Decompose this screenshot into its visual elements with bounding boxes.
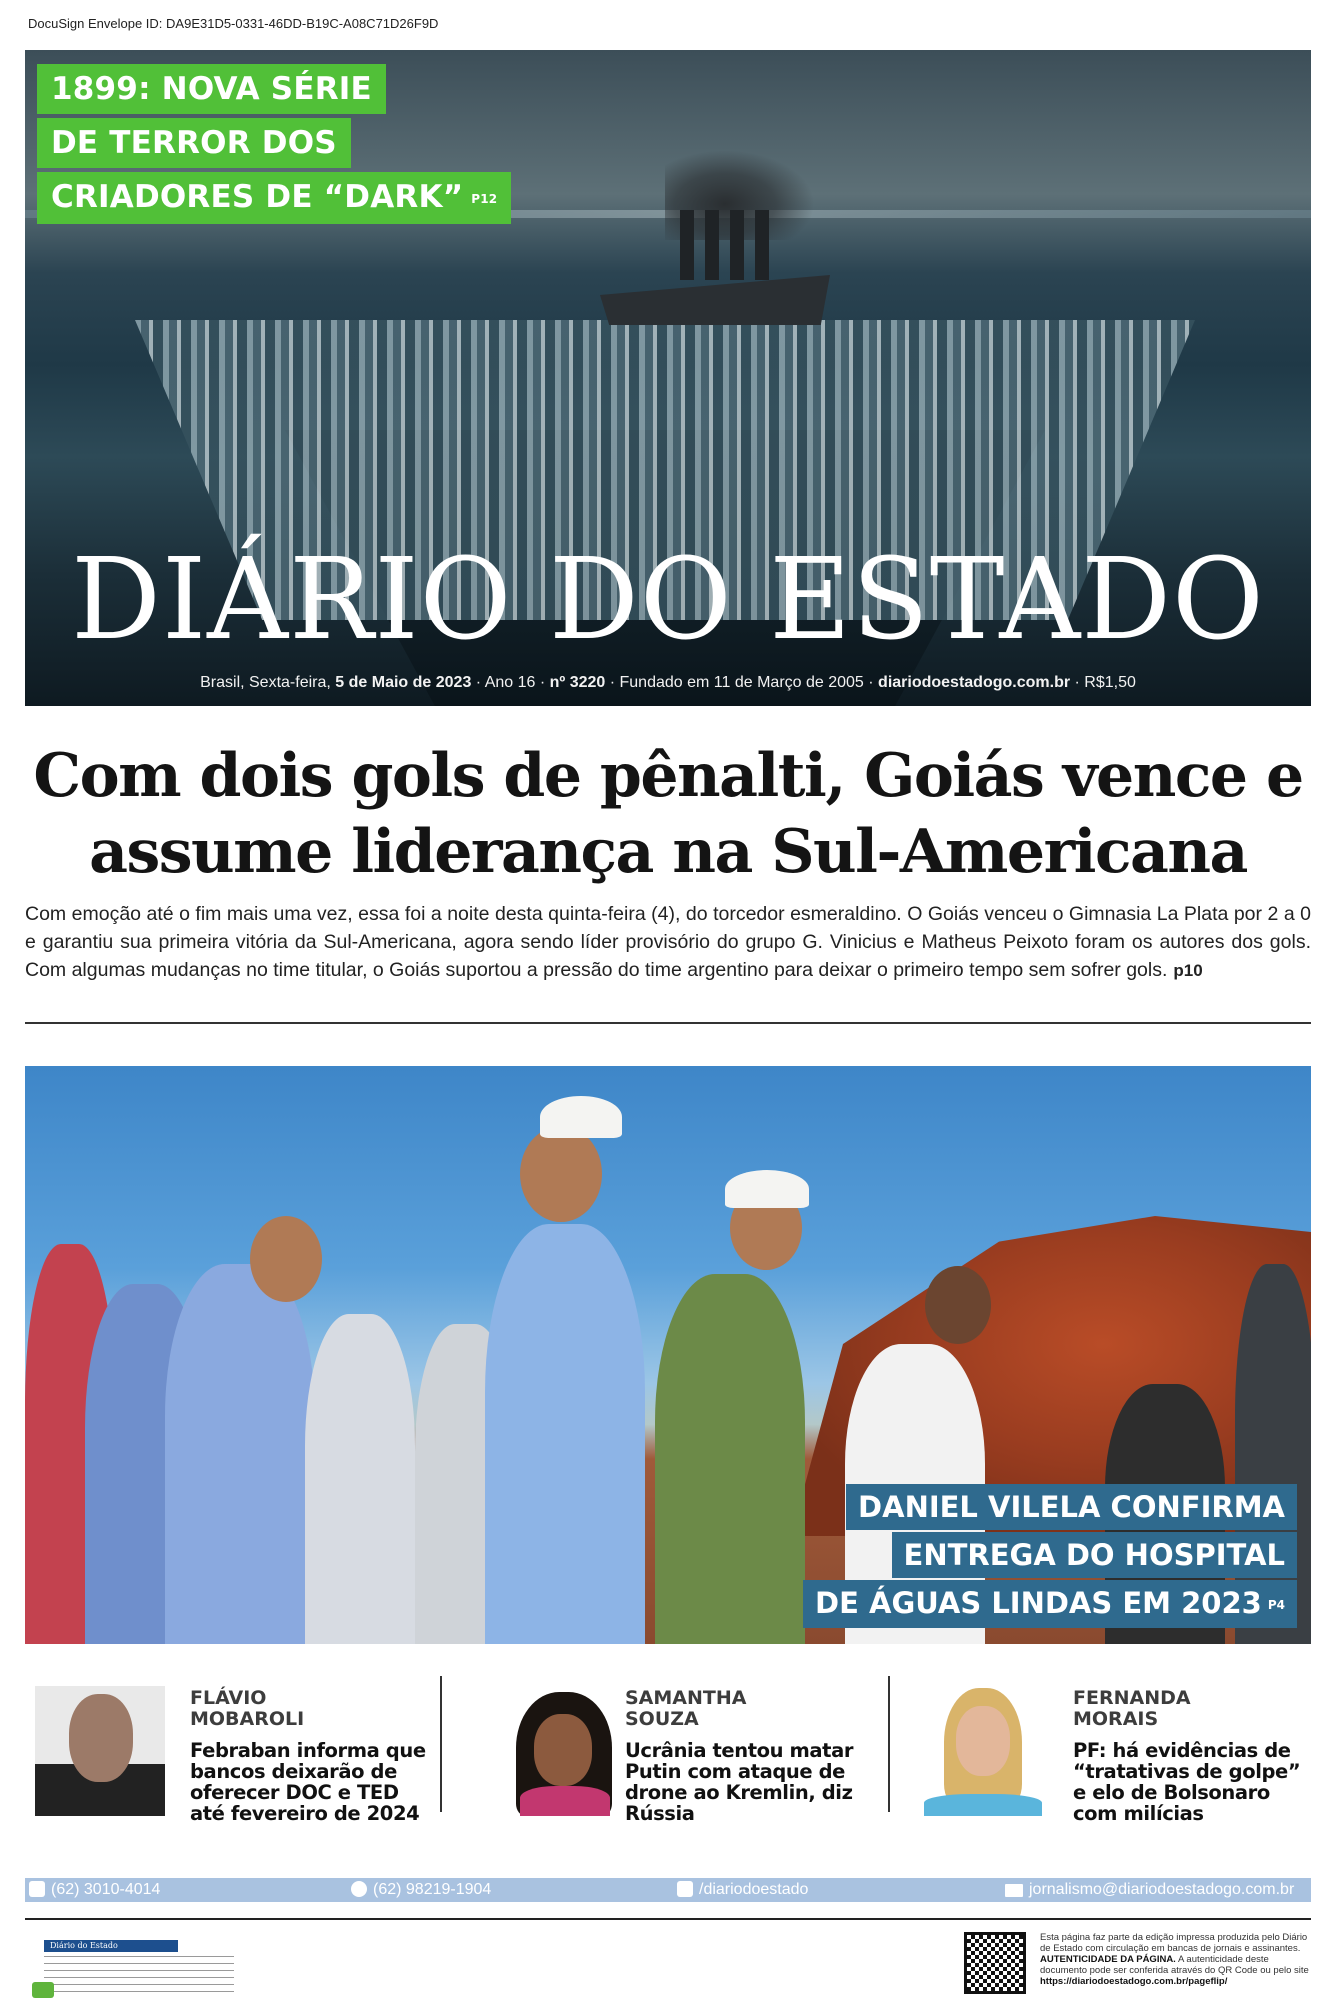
person-figure [655, 1274, 805, 1644]
auth-url[interactable]: https://diariodoestadogo.com.br/pageflip/ [1040, 1976, 1228, 1987]
icp-brasil-logo [32, 1982, 54, 1998]
columnist-fernanda[interactable] [918, 1676, 1308, 1825]
ship-funnel [705, 210, 719, 280]
person-head [250, 1216, 322, 1302]
photo-tag-page: P4 [1267, 1598, 1285, 1612]
masthead-title: DIÁRIO DO ESTADO [71, 535, 1265, 665]
columnist-name: FLÁVIO MOBAROLI [190, 1687, 305, 1730]
lead-headline[interactable] [25, 738, 1311, 890]
lead-headline-line-1: Com dois gols de pênalti, Goiás vence e [33, 741, 1303, 811]
ship-funnel [680, 210, 694, 280]
series-tag-line-1[interactable]: 1899: NOVA SÉRIE [37, 64, 386, 114]
avatar [918, 1686, 1048, 1816]
dateline-year: · Ano 16 · [475, 674, 546, 691]
auth-text: Esta página faz parte da edição impressa produzida pelo Diário de Estado com circulação em bancas de jornais e assinantes. [1040, 1932, 1308, 1954]
lead-lede [25, 900, 1311, 985]
ship-funnel [730, 210, 744, 280]
photo-tag-text: DE ÁGUAS LINDAS EM 2023 [815, 1586, 1262, 1620]
contact-email[interactable]: jornalismo@diariodoestadogo.com.br [1005, 1878, 1294, 1902]
photo-story-image [25, 1066, 1311, 1644]
series-tag-line-3[interactable] [37, 172, 511, 224]
lead-lede-text: Com emoção até o fim mais uma vez, essa foi a noite desta quinta-feira (4), do torcedor esmeraldino. O Goiás venceu o Gimnasia La Plata por 2 a 0 e garantiu sua primeira vitória da Sul-Americana, agora sendo líder provisório do grupo G. Vinicius e Matheus Peixoto foram os autores dos gols. Com algumas mudanças no time titular, o Goiás suportou a pressão do time argentino para deixar o primeiro tempo sem sofrer gols. [25, 903, 1311, 981]
whatsapp-icon [351, 1881, 367, 1897]
person-head [520, 1126, 602, 1222]
columnist-name: SAMANTHA SOUZA [625, 1687, 747, 1730]
mail-icon [1005, 1884, 1023, 1897]
hero-banner [25, 50, 1311, 706]
contact-bar [25, 1878, 1311, 1902]
photo-tag-line-1[interactable]: DANIEL VILELA CONFIRMA [846, 1484, 1297, 1530]
lead-headline-line-2: assume liderança na Sul-Americana [89, 817, 1247, 887]
columnist-flavio[interactable] [35, 1676, 435, 1825]
photo-tag-line-2[interactable]: ENTREGA DO HOSPITAL [892, 1532, 1297, 1578]
column-divider [440, 1676, 442, 1812]
series-tag-page: P12 [471, 191, 498, 206]
avatar [500, 1686, 630, 1816]
ship-funnel [755, 210, 769, 280]
docusign-envelope-id: DocuSign Envelope ID: DA9E31D5-0331-46DD-B19C-A08C71D26F9D [28, 16, 439, 31]
contact-phone[interactable]: (62) 3010-4014 [29, 1878, 160, 1902]
person-figure [485, 1224, 645, 1644]
person-figure [305, 1314, 415, 1644]
avatar [35, 1686, 165, 1816]
dateline [25, 674, 1311, 692]
columnist-name: FERNANDA MORAIS [1073, 1687, 1191, 1730]
series-tag-text: CRIADORES DE “DARK” [51, 179, 464, 215]
phone-icon [29, 1881, 45, 1897]
contact-whatsapp[interactable]: (62) 98219-1904 [351, 1878, 491, 1902]
authenticity-note [1040, 1932, 1312, 1987]
auth-title: AUTENTICIDADE DA PÁGINA. [1040, 1954, 1176, 1965]
dateline-price: · R$1,50 [1074, 674, 1136, 691]
footer-divider [25, 1918, 1311, 1920]
person-figure [165, 1264, 315, 1644]
photo-tag-line-3[interactable] [803, 1580, 1297, 1628]
column-divider [888, 1676, 890, 1812]
qr-code[interactable] [964, 1932, 1026, 1994]
dateline-issue: nº 3220 [549, 674, 606, 691]
seal-fine-print [44, 1956, 234, 1996]
facebook-icon [677, 1881, 693, 1897]
dateline-place: Brasil, Sexta-feira, [200, 674, 331, 691]
section-divider [25, 1022, 1311, 1024]
columnist-headline: Febraban informa que bancos deixarão de oferecer DOC e TED até fevereiro de 2024 [190, 1739, 426, 1825]
series-tag-line-2[interactable]: DE TERROR DOS [37, 118, 351, 168]
dateline-date: 5 de Maio de 2023 [335, 674, 472, 691]
seal-label: Diário do Estado [44, 1940, 178, 1952]
columnist-samantha[interactable] [500, 1676, 890, 1825]
dateline-site[interactable]: diariodoestadogo.com.br [878, 674, 1071, 691]
dateline-founded: · Fundado em 11 de Março de 2005 · [609, 674, 874, 691]
columnist-headline: PF: há evidências de “tratativas de golpe” e elo de Bolsonaro com milícias [1073, 1739, 1301, 1825]
lead-page-ref[interactable]: p10 [1173, 961, 1203, 980]
digital-signature-seal [28, 1928, 238, 2008]
hard-hat [725, 1170, 809, 1208]
auth-body: A autenticidade deste documento pode ser conferida através do QR Code ou pelo site [1040, 1954, 1309, 1976]
columnist-headline: Ucrânia tentou matar Putin com ataque de drone ao Kremlin, diz Rússia [625, 1739, 854, 1825]
ship-illustration [600, 275, 830, 325]
hard-hat [540, 1096, 622, 1138]
person-head [925, 1266, 991, 1344]
contact-facebook[interactable]: /diariodoestado [677, 1878, 808, 1902]
